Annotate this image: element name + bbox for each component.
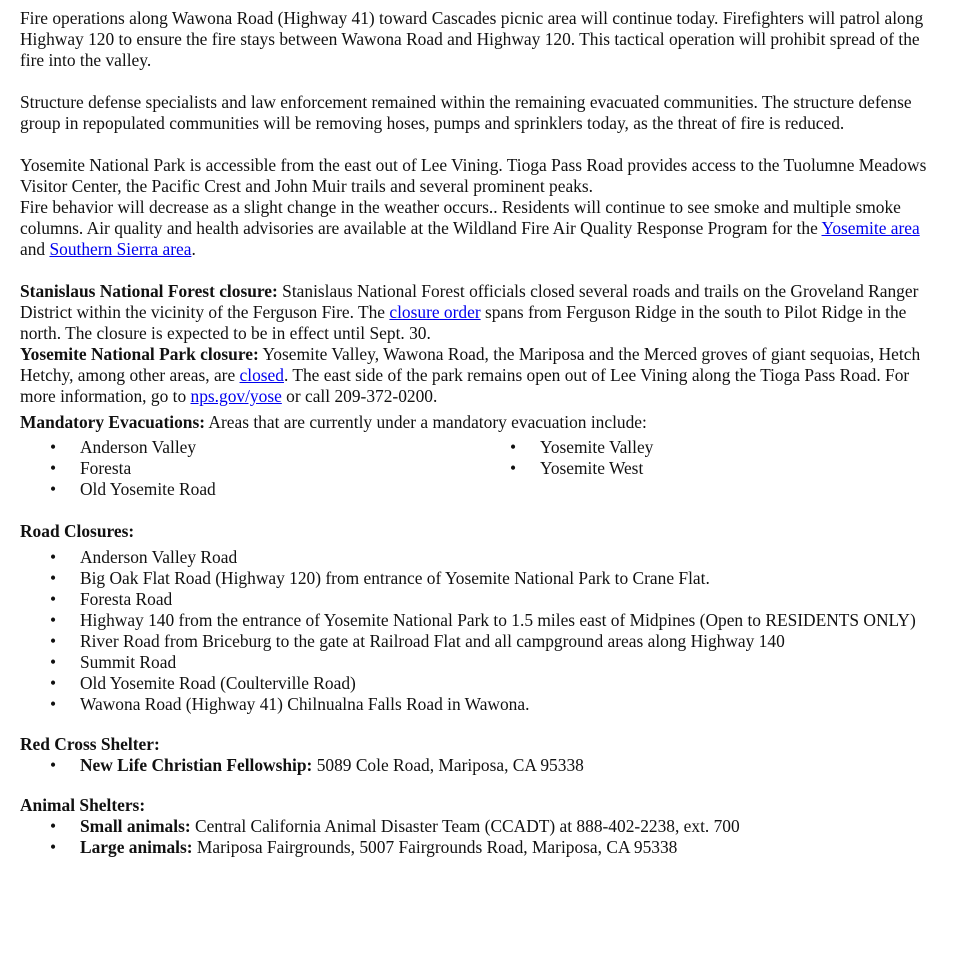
road-closures-heading [20, 521, 940, 542]
animal-shelter-item [20, 837, 940, 858]
stanislaus-closure-text-2: spans from Ferguson Ridge in the south to Pilot Ridge in the north. The closure is expected to be in effect until Sept. 30. [20, 302, 907, 343]
road-closure-item: • Wawona Road (Highway 41) Chilnualna Falls Road in Wawona. [20, 694, 940, 715]
intro-paragraph-4-end: . [191, 239, 196, 259]
road-closure-item: • Highway 140 from the entrance of Yosemite National Park to 1.5 miles east of Midpines (Open to RESIDENTS ONLY) [20, 610, 940, 631]
evacuations-text: Areas that are currently under a mandatory evacuation include: [205, 412, 647, 432]
closed-link[interactable]: closed [239, 365, 284, 385]
road-closure-item: • Foresta Road [20, 589, 940, 610]
animal-shelter-text: Central California Animal Disaster Team (CCADT) at 888-402-2238, ext. 700 [190, 816, 740, 836]
stanislaus-closure-label: Stanislaus National Forest closure: [20, 281, 278, 301]
animal-shelter-text: Mariposa Fairgrounds, 5007 Fairgrounds Road, Mariposa, CA 95338 [192, 837, 678, 857]
evacuation-area-item: • Anderson Valley [20, 437, 480, 458]
red-cross-heading-text: Red Cross Shelter: [20, 734, 160, 754]
shelter-address: 5089 Cole Road, Mariposa, CA 95338 [312, 755, 584, 775]
yosemite-closure-text-2: . The east side of the park remains open out of Lee Vining along the Tioga Pass Road. For more information, go to [20, 365, 910, 406]
yosemite-area-link[interactable]: Yosemite area [821, 218, 920, 238]
evacuation-list-left [20, 437, 480, 500]
red-cross-shelter-item [20, 755, 940, 776]
yosemite-closure-label: Yosemite National Park closure: [20, 344, 259, 364]
road-closure-item: • River Road from Briceburg to the gate at Railroad Flat and all campground areas along Highway 140 [20, 631, 940, 652]
southern-sierra-area-link[interactable]: Southern Sierra area [49, 239, 192, 259]
evacuation-area-item: • Yosemite Valley [480, 437, 940, 458]
evacuations-label: Mandatory Evacuations: [20, 412, 206, 432]
red-cross-heading [20, 734, 940, 755]
animal-shelters-list [20, 816, 940, 858]
shelter-label: New Life Christian Fellowship: [80, 755, 313, 775]
intro-paragraph-2: Structure defense specialists and law enforcement remained within the remaining evacuated communities. The structure defense group in repopulated communities will be removing hoses, pumps and sprinklers today, as the threat of fire is reduced. [20, 92, 912, 133]
road-closure-item: • Anderson Valley Road [20, 547, 940, 568]
stanislaus-closure-paragraph [20, 281, 940, 344]
road-closure-item: • Summit Road [20, 652, 940, 673]
road-closure-item: • Big Oak Flat Road (Highway 120) from entrance of Yosemite National Park to Crane Flat. [20, 568, 940, 589]
evacuation-list-right [480, 437, 940, 500]
evacuations-paragraph [20, 412, 940, 433]
animal-shelter-label: Large animals: [80, 837, 193, 857]
evacuation-area-item: • Foresta [20, 458, 480, 479]
intro-paragraph-4-text: Fire behavior will decrease as a slight change in the weather occurs.. Residents will continue to see smoke and multiple smoke columns. Air quality and health advisories are available at the Wildland Fire Air Quality Response Program for the [20, 197, 901, 238]
yosemite-closure-text-1: Yosemite Valley, Wawona Road, the Mariposa and the Merced groves of giant sequoias, Hetch Hetchy, among other areas, are [20, 344, 921, 385]
evacuation-area-item: • Old Yosemite Road [20, 479, 480, 500]
road-closure-item: • Old Yosemite Road (Coulterville Road) [20, 673, 940, 694]
evacuation-areas [20, 437, 940, 500]
yosemite-closure-paragraph [20, 344, 940, 407]
road-closures-heading-text: Road Closures: [20, 521, 135, 541]
animal-shelters-heading [20, 795, 940, 816]
road-closures-list [20, 547, 940, 715]
animal-shelter-item [20, 816, 940, 837]
intro-paragraph-3: Yosemite National Park is accessible from the east out of Lee Vining. Tioga Pass Road provides access to the Tuolumne Meadows Visitor Center, the Pacific Crest and John Muir trails and several prominent peaks. [20, 155, 927, 196]
animal-shelter-label: Small animals: [80, 816, 191, 836]
stanislaus-closure-text-1: Stanislaus National Forest officials closed several roads and trails on the Groveland Ranger District within the vicinity of the Ferguson Fire. The [20, 281, 919, 322]
animal-shelters-heading-text: Animal Shelters: [20, 795, 146, 815]
nps-gov-yose-link[interactable]: nps.gov/yose [190, 386, 282, 406]
yosemite-closure-text-3: or call 209-372-0200. [281, 386, 438, 406]
intro-paragraph-1: Fire operations along Wawona Road (Highway 41) toward Cascades picnic area will continue today. Firefighters will patrol along Highway 120 to ensure the fire stays between Wawona Road and Highway 120. This tactical operation will prohibit spread of the fire into the valley. [20, 8, 924, 70]
evacuation-area-item: • Yosemite West [480, 458, 940, 479]
closure-order-link[interactable]: closure order [389, 302, 481, 322]
red-cross-list [20, 755, 940, 776]
intro-paragraph-4 [20, 197, 940, 260]
intro-paragraph-4-and: and [20, 239, 50, 259]
